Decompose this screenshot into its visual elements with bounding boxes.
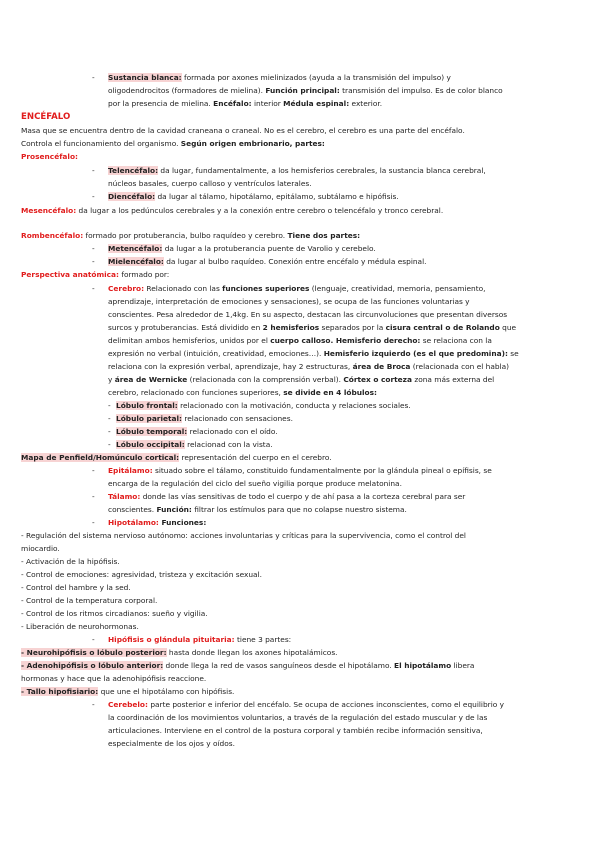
diencefalo-term: Diencéfalo: xyxy=(108,192,156,201)
cerebelo-line-4: especialmente de los ojos y oídos. xyxy=(108,739,235,748)
text-bold: cuerpo calloso. Hemisferio derecho: xyxy=(270,336,421,345)
text-bold: 2 hemisferios xyxy=(262,323,320,332)
text-bold: funciones superiores xyxy=(222,284,310,293)
hipotalamo-funcion-6: - Control de los ritmos circadianos: sueño y vigilia. xyxy=(21,609,208,618)
bullet-dash: - xyxy=(108,427,111,436)
hipotalamo-line xyxy=(108,517,206,529)
cerebelo-line-2: la coordinación de los movimientos voluntarios, a través de la regulación del estado muscular y de las xyxy=(108,713,488,722)
text: (relacionada con la comprensión verbal). xyxy=(187,375,344,384)
epitalamo-term: Epitálamo: xyxy=(108,466,153,475)
text: filtrar los estímulos para que no colapse nuestro sistema. xyxy=(191,505,407,514)
text: da lugar a los pedúnculos cerebrales y a la conexión entre cerebro o telencéfalo y tronco cerebral. xyxy=(76,206,444,215)
hipotalamo-funcion-2: - Activación de la hipófisis. xyxy=(21,557,120,566)
sustancia-blanca-term: Sustancia blanca: xyxy=(108,73,182,82)
text-bold: Córtex o corteza xyxy=(343,375,412,384)
hipotalamo-funcion-3: - Control de emociones: agresividad, tristeza y excitación sexual. xyxy=(21,570,262,579)
text: formado por protuberancia, bulbo raquídeo y cerebro. xyxy=(83,231,288,240)
encefalo-definition-2 xyxy=(21,138,325,150)
text-bold: Según origen embrionario, partes: xyxy=(180,139,325,148)
lobulo-frontal-line xyxy=(116,400,411,412)
text: (lenguaje, creatividad, memoria, pensamiento, xyxy=(309,284,486,293)
bullet-dash: - xyxy=(108,414,111,423)
text: que une el hipotálamo con hipófisis. xyxy=(98,687,235,696)
cerebro-line-8 xyxy=(108,374,494,386)
cerebro-line-1 xyxy=(108,283,486,295)
text: Relacionado con las xyxy=(144,284,223,293)
lobulo-occipital-term: Lóbulo occipital: xyxy=(116,440,185,449)
rombencefalo-label: Rombencéfalo: xyxy=(21,231,84,240)
text: libera xyxy=(451,661,475,670)
encefalo-label: Encéfalo: xyxy=(213,99,252,108)
bullet-dash: - xyxy=(92,73,95,82)
hipotalamo-funcion-7: - Liberación de neurohormonas. xyxy=(21,622,139,631)
telencefalo-term: Telencéfalo: xyxy=(108,166,159,175)
hipotalamo-term: Hipotálamo: xyxy=(108,518,159,527)
lobulo-frontal-term: Lóbulo frontal: xyxy=(116,401,178,410)
text: (relacionada con el habla) xyxy=(410,362,510,371)
text-bold: área de Broca xyxy=(352,362,411,371)
adenohipofisis-line-2: hormonas y hace que la adenohipófisis reaccione. xyxy=(21,674,207,683)
metencefalo-line xyxy=(108,243,376,255)
text-bold: se divide en 4 lóbulos: xyxy=(283,388,377,397)
cerebro-line-5 xyxy=(108,335,492,347)
text: representación del cuerpo en el cerebro. xyxy=(179,453,332,462)
cerebro-line-7 xyxy=(108,361,509,373)
text: relacionad con la vista. xyxy=(184,440,273,449)
bullet-dash: - xyxy=(92,492,95,501)
hipotalamo-funcion-1-cont: miocardio. xyxy=(21,544,60,553)
bullet-dash: - xyxy=(92,700,95,709)
lobulo-temporal-term: Lóbulo temporal: xyxy=(116,427,188,436)
text: exterior. xyxy=(349,99,383,108)
text: relacionado con la motivación, conducta y relaciones sociales. xyxy=(177,401,411,410)
text-bold: área de Wernicke xyxy=(114,375,188,384)
cerebelo-line-1 xyxy=(108,699,504,711)
text: conscientes. xyxy=(108,505,157,514)
text: interior xyxy=(251,99,284,108)
text: donde las vías sensitivas de todo el cuerpo y de ahí pasa a la corteza cerebral para ser xyxy=(140,492,466,501)
tallo-hipofisiario-term: - Tallo hipofisiario: xyxy=(21,687,99,696)
mesencefalo-label: Mesencéfalo: xyxy=(21,206,77,215)
text: da lugar al bulbo raquídeo. Conexión entre encéfalo y médula espinal. xyxy=(163,257,427,266)
cerebro-line-4 xyxy=(108,322,516,334)
penfield-term: Mapa de Penfield/Homúnculo cortical: xyxy=(21,453,180,462)
medula-label: Médula espinal: xyxy=(283,99,350,108)
bullet-dash: - xyxy=(92,166,95,175)
text-bold: Tiene dos partes: xyxy=(287,231,361,240)
sustancia-blanca-line-3 xyxy=(108,98,382,110)
lobulo-parietal-line xyxy=(116,413,293,425)
telencefalo-line-1 xyxy=(108,165,486,177)
text-bold: El hipotálamo xyxy=(394,661,452,670)
telencefalo-line-2: núcleos basales, cuerpo calloso y ventrículos laterales. xyxy=(108,179,312,188)
bullet-dash: - xyxy=(92,257,95,266)
bullet-dash: - xyxy=(108,401,111,410)
cerebro-term: Cerebro: xyxy=(108,284,145,293)
adenohipofisis-term: - Adenohipófisis o lóbulo anterior: xyxy=(21,661,164,670)
text-bold: Hemisferio izquierdo (es el que predomina): xyxy=(323,349,508,358)
text: donde llega la red de vasos sanguíneos desde el hipotálamo. xyxy=(163,661,395,670)
text-bold: Funciones: xyxy=(158,518,207,527)
rombencefalo-line xyxy=(21,230,360,242)
hipofisis-line xyxy=(108,634,291,646)
text: delimitan ambos hemisferios, unidos por el xyxy=(108,336,271,345)
lobulo-occipital-line xyxy=(116,439,273,451)
diencefalo-line xyxy=(108,191,399,203)
text: se relaciona con la xyxy=(420,336,492,345)
text: expresión no verbal (intuición, creatividad, emociones…). xyxy=(108,349,324,358)
text: formada por axones mielinizados (ayuda a la transmisión del impulso) y xyxy=(181,73,451,82)
text: da lugar al tálamo, hipotálamo, epitálamo, subtálamo e hipófisis. xyxy=(155,192,399,201)
text: formado por: xyxy=(119,270,170,279)
text: surcos y protuberancias. Está dividido en xyxy=(108,323,263,332)
bullet-dash: - xyxy=(92,466,95,475)
hipotalamo-funcion-1: - Regulación del sistema nervioso autónomo: acciones involuntarias y críticas para la supervivencia, como el control del xyxy=(21,531,466,540)
neurohipofisis-term: - Neurohipófisis o lóbulo posterior: xyxy=(21,648,167,657)
cerebro-line-6 xyxy=(108,348,519,360)
text: relaciona con la expresión verbal, aprendizaje, hay 2 estructuras, xyxy=(108,362,353,371)
perspectiva-line xyxy=(21,269,169,281)
text: zona más externa del xyxy=(411,375,495,384)
cerebro-line-3: conscientes. Pesa alrededor de 1,4kg. En su aspecto, destacan las circunvoluciones que presentan diversos xyxy=(108,310,508,319)
prosencefalo-label: Prosencéfalo: xyxy=(21,152,78,161)
hipotalamo-funcion-4: - Control del hambre y la sed. xyxy=(21,583,131,592)
text: oligodendrocitos (formadores de mielina). xyxy=(108,86,266,95)
text: separados por la xyxy=(319,323,386,332)
epitalamo-line-2: encarga de la regulación del ciclo del sueño vigilia porque produce melatonina. xyxy=(108,479,402,488)
hipotalamo-funcion-5: - Control de la temperatura corporal. xyxy=(21,596,158,605)
text: hasta donde llegan los axones hipotalámicos. xyxy=(166,648,338,657)
hipofisis-term: Hipófisis o glándula pituitaria: xyxy=(108,635,235,644)
text: y xyxy=(108,375,115,384)
text-bold: cisura central o de Rolando xyxy=(385,323,500,332)
text: transmisión del impulso. Es de color blanco xyxy=(339,86,503,95)
talamo-term: Tálamo: xyxy=(108,492,141,501)
bullet-dash: - xyxy=(92,635,95,644)
neurohipofisis-line xyxy=(21,647,338,659)
text: relacionado con el oído. xyxy=(187,427,278,436)
cerebro-line-9 xyxy=(108,387,377,399)
text: tiene 3 partes: xyxy=(234,635,292,644)
penfield-line xyxy=(21,452,332,464)
text: Controla el funcionamiento del organismo. xyxy=(21,139,181,148)
text: que xyxy=(499,323,517,332)
encefalo-definition-1: Masa que se encuentra dentro de la cavidad craneana o craneal. No es el cerebro, el cerebro es una parte del encéfalo. xyxy=(21,126,465,135)
perspectiva-label: Perspectiva anatómica: xyxy=(21,270,120,279)
text: relacionado con sensaciones. xyxy=(182,414,293,423)
text: por la presencia de mielina. xyxy=(108,99,214,108)
sustancia-blanca-line-2 xyxy=(108,85,503,97)
metencefalo-term: Metencéfalo: xyxy=(108,244,163,253)
funcion-principal-label: Función principal: xyxy=(265,86,340,95)
talamo-line-2 xyxy=(108,504,407,516)
text: se xyxy=(507,349,519,358)
cerebelo-line-3: articulaciones. Interviene en el control de la postura corporal y también recibe información sensitiva, xyxy=(108,726,483,735)
mesencefalo-line xyxy=(21,205,443,217)
bullet-dash: - xyxy=(92,244,95,253)
mielencefalo-line xyxy=(108,256,426,268)
tallo-hipofisiario-line xyxy=(21,686,234,698)
cerebro-line-2: aprendizaje, interpretación de emociones y sensaciones), se ocupa de las funciones voluntarias y xyxy=(108,297,470,306)
lobulo-temporal-line xyxy=(116,426,278,438)
bullet-dash: - xyxy=(92,518,95,527)
text: da lugar, fundamentalmente, a los hemisferios cerebrales, la sustancia blanca cerebral, xyxy=(158,166,486,175)
text: parte posterior e inferior del encéfalo. Se ocupa de acciones inconscientes, como el equilibrio y xyxy=(147,700,505,709)
adenohipofisis-line-1 xyxy=(21,660,474,672)
bullet-dash: - xyxy=(108,440,111,449)
mielencefalo-term: Mielencéfalo: xyxy=(108,257,164,266)
text: da lugar a la protuberancia puente de Varolio y cerebelo. xyxy=(162,244,376,253)
text-bold: Función: xyxy=(156,505,192,514)
text: cerebro, relacionado con funciones superiores, xyxy=(108,388,284,397)
sustancia-blanca-line-1 xyxy=(108,72,451,84)
text: situado sobre el tálamo, constituido fundamentalmente por la glándula pineal o epífisis, se xyxy=(152,466,492,475)
lobulo-parietal-term: Lóbulo parietal: xyxy=(116,414,182,423)
bullet-dash: - xyxy=(92,192,95,201)
bullet-dash: - xyxy=(92,284,95,293)
encefalo-heading: ENCÉFALO xyxy=(21,112,71,122)
talamo-line-1 xyxy=(108,491,465,503)
cerebelo-term: Cerebelo: xyxy=(108,700,148,709)
epitalamo-line-1 xyxy=(108,465,492,477)
